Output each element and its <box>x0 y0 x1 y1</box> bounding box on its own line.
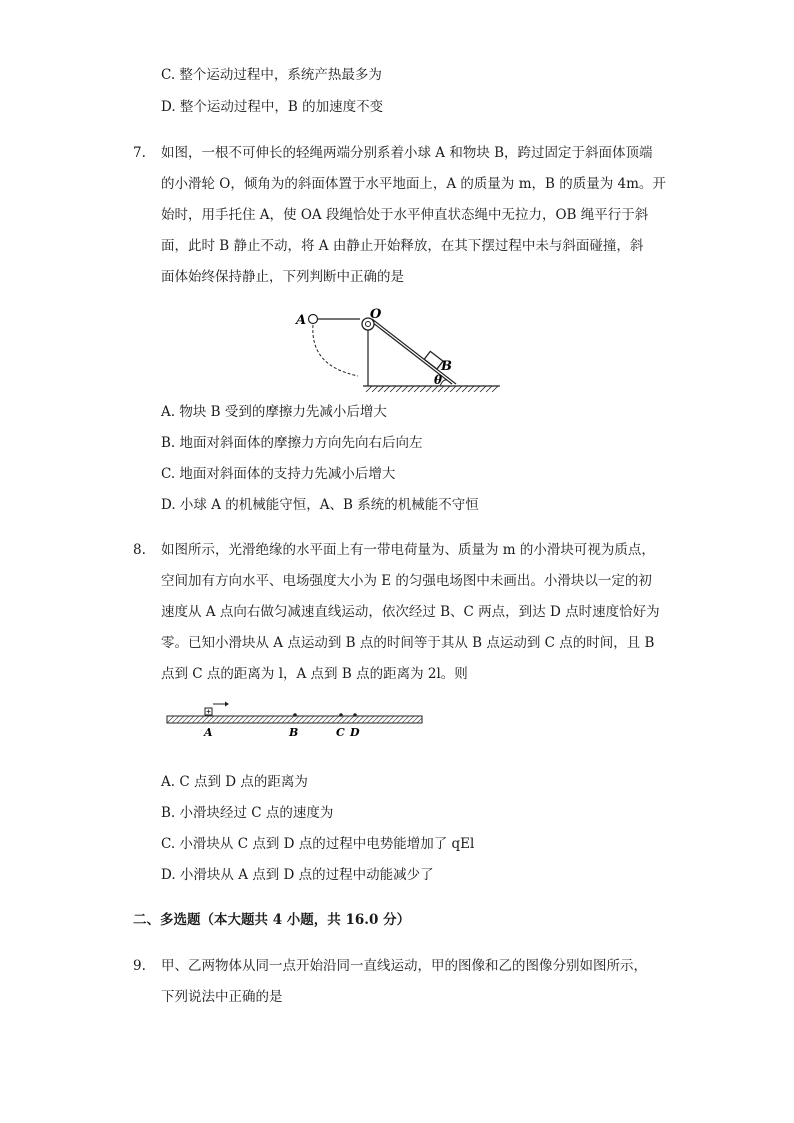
question-8-line-2: 空间加有方向水平、电场强度大小为 E 的匀强电场图中未画出。小滑块以一定的初 <box>161 573 652 589</box>
question-9-line-2: 下列说法中正确的是 <box>161 989 283 1005</box>
question-7-figure <box>290 306 505 396</box>
question-7-number: 7. <box>133 145 146 161</box>
prev-option-c: C. 整个运动过程中，系统产热最多为 <box>161 67 382 83</box>
question-7-line-2: 的小滑轮 O，倾角为的斜面体置于水平地面上，A 的质量为 m，B 的质量为 4m。开 <box>161 176 666 192</box>
label-b: B <box>289 726 299 739</box>
label-a: A <box>204 726 213 739</box>
point-c <box>339 713 343 717</box>
label-d: D <box>350 726 360 739</box>
swing-path-arc <box>313 325 358 376</box>
question-8-figure <box>165 698 425 740</box>
label-theta: θ <box>434 373 443 387</box>
question-7-line-1: 如图，一根不可伸长的轻绳两端分别系着小球 A 和物块 B，跨过固定于斜面体顶端 <box>161 145 653 161</box>
pulley-axle <box>366 322 371 327</box>
prev-option-d: D. 整个运动过程中，B 的加速度不变 <box>161 99 384 115</box>
label-b: B <box>441 359 452 374</box>
question-8-line-3: 速度从 A 点向右做匀减速直线运动，依次经过 B、C 两点，到达 D 点时速度恰好为 <box>161 604 660 620</box>
question-9-line-1: 甲、乙两物体从同一点开始沿同一直线运动，甲的图像和乙的图像分别如图所示， <box>161 958 647 974</box>
ball-a <box>309 315 318 324</box>
label-o: O <box>370 307 382 322</box>
question-7-line-5: 面体始终保持静止，下列判断中正确的是 <box>161 269 404 285</box>
point-b <box>293 713 297 717</box>
label-a: A <box>296 313 307 328</box>
section-heading-multiple-choice: 二、多选题（本大题共 4 小题，共 16.0 分） <box>133 912 411 928</box>
question-9-number: 9. <box>133 958 146 974</box>
question-8-line-5: 点到 C 点的距离为 l，A 点到 B 点的距离为 2l。则 <box>161 666 468 682</box>
question-8-line-1: 如图所示，光滑绝缘的水平面上有一带电荷量为、质量为 m 的小滑块可视为质点， <box>161 542 655 558</box>
question-7-line-4: 面，此时 B 静止不动，将 A 由静止开始释放，在其下摆过程中未与斜面碰撞，斜 <box>161 238 644 254</box>
question-7-option-c: C. 地面对斜面体的支持力先减小后增大 <box>161 466 396 482</box>
question-8-option-c: C. 小滑块从 C 点到 D 点的过程中电势能增加了 qEl <box>161 836 475 852</box>
question-8-number: 8. <box>133 542 146 558</box>
question-7-option-a: A. 物块 B 受到的摩擦力先减小后增大 <box>161 404 387 420</box>
question-8-option-a: A. C 点到 D 点的距离为 <box>161 774 308 790</box>
question-7-line-3: 始时，用手托住 A，使 OA 段绳恰处于水平伸直状态绳中无拉力，OB 绳平行于斜 <box>161 207 649 223</box>
question-8-line-4: 零。已知小滑块从 A 点运动到 B 点的时间等于其从 B 点运动到 C 点的时间，且 B <box>161 635 655 651</box>
question-7-option-d: D. 小球 A 的机械能守恒，A、B 系统的机械能不守恒 <box>161 497 479 513</box>
point-d <box>353 713 357 717</box>
question-7-option-b: B. 地面对斜面体的摩擦力方向先向右后向左 <box>161 435 423 451</box>
label-c: C <box>336 726 345 739</box>
ground-hatching <box>366 386 498 392</box>
question-8-option-d: D. 小滑块从 A 点到 D 点的过程中动能减少了 <box>161 867 434 883</box>
question-8-option-b: B. 小滑块经过 C 点的速度为 <box>161 805 334 821</box>
